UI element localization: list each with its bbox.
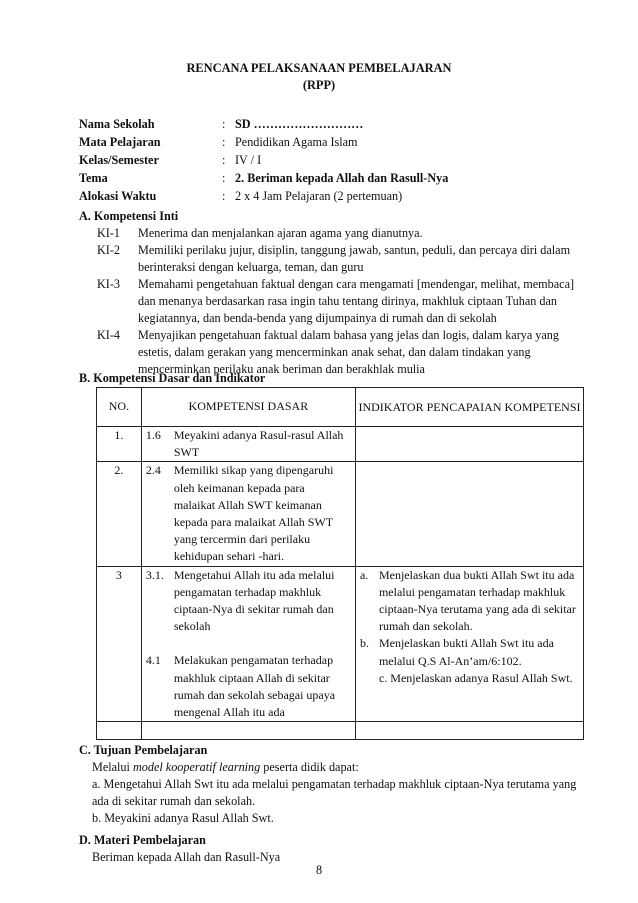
indikator-text: c. Menjelaskan adanya Rasul Allah Swt. <box>378 670 573 685</box>
indikator-entry <box>356 635 583 669</box>
kd-text: Melakukan pengamatan terhadap makhluk ciptaan Allah di sekitar rumah dan sekolah sebagai upaya mengenal Allah itu ada <box>173 653 336 720</box>
identity-label: Kelas/Semester <box>79 153 159 167</box>
identity-row <box>79 133 448 151</box>
identity-value: Pendidikan Agama Islam <box>235 135 358 149</box>
kd-text: Meyakini adanya Rasul-rasul Allah SWT <box>173 428 344 460</box>
ki-item <box>97 225 587 242</box>
document-subtitle: (RPP) <box>302 78 336 92</box>
section-b-heading: B. Kompetensi Dasar dan Indikator <box>79 371 266 385</box>
kd-number: 3.1. <box>145 567 164 582</box>
ki-text: Memahami pengetahuan faktual dengan cara mengamati [mendengar, melihat, membaca] dan menanya berdasarkan rasa ingin tahu tentang dirinya, makhluk ciptaan Tuhan dan kegiatannya, dan benda-benda yang dijumpainya di rumah dan di sekolah <box>138 277 575 325</box>
identity-block <box>79 115 448 205</box>
identity-value: SD ……………………… <box>235 117 364 131</box>
ki-item <box>97 242 587 276</box>
ki-code: KI-4 <box>97 328 121 342</box>
identity-row <box>79 151 448 169</box>
kd-cell <box>141 427 355 462</box>
kd-text: Mengetahui Allah itu ada melalui pengamatan terhadap makhluk ciptaan-Nya di sekitar rumah dan sekolah <box>173 567 335 634</box>
identity-value: IV / I <box>235 153 262 167</box>
materi-text: Beriman kepada Allah dan Rasull-Nya <box>92 850 281 864</box>
identity-row <box>79 169 448 187</box>
indikator-cell <box>355 566 583 722</box>
identity-value: 2 x 4 Jam Pelajaran (2 pertemuan) <box>235 189 403 203</box>
kd-number: 4.1 <box>145 653 161 668</box>
ki-text: Menyajikan pengetahuan faktual dalam bahasa yang jelas dan logis, dalam karya yang estetis, dalam gerakan yang mencerminkan anak sehat, dan dalam tindakan yang mencerminkan perilaku anak beriman dan berakhlak mulia <box>138 328 559 376</box>
kd-number: 1.6 <box>145 428 161 442</box>
tujuan-text: a. Mengetahui Allah Swt itu ada melalui pengamatan terhadap makhluk ciptaan-Nya terutama yang ada di sekitar rumah dan sekolah. <box>92 777 577 808</box>
tujuan-intro-post: peserta didik dapat: <box>260 760 359 774</box>
column-header-kd: KOMPETENSI DASAR <box>141 388 355 427</box>
indikator-key: a. <box>359 567 369 582</box>
identity-row <box>79 187 448 205</box>
table-row <box>97 462 584 566</box>
identity-colon: : <box>222 189 226 203</box>
identity-label: Mata Pelajaran <box>79 135 161 149</box>
identity-colon: : <box>222 171 226 185</box>
row-number <box>97 722 142 740</box>
kd-text: Memiliki sikap yang dipengaruhi oleh keimanan kepada para malaikat Allah SWT keimanan kepada para malaikat Allah SWT yang tercermin dari perilaku kehidupan sehari -hari. <box>173 463 334 564</box>
identity-label: Tema <box>79 171 108 185</box>
indikator-text: Menjelaskan dua bukti Allah Swt itu ada melalui pengamatan terhadap makhluk ciptaan-Nya terutama yang ada di sekitar rumah dan sekolah. <box>378 567 576 634</box>
identity-label: Nama Sekolah <box>79 117 155 131</box>
ki-item <box>97 276 587 327</box>
table-row <box>97 722 584 740</box>
tujuan-item <box>92 776 592 810</box>
table-row <box>97 566 584 722</box>
row-number: 3 <box>97 566 142 722</box>
tujuan-item <box>92 810 612 827</box>
identity-row <box>79 115 448 133</box>
tujuan-text: b. Meyakini adanya Rasul Allah Swt. <box>92 811 274 825</box>
identity-colon: : <box>222 153 226 167</box>
document-title: RENCANA PELAKSANAAN PEMBELAJARAN <box>186 61 452 75</box>
section-d-heading: D. Materi Pembelajaran <box>79 833 206 847</box>
ki-code: KI-2 <box>97 243 121 257</box>
kd-entry <box>142 462 355 565</box>
kompetensi-table <box>96 387 584 740</box>
column-header-indikator: INDIKATOR PENCAPAIAN KOMPETENSI <box>355 388 583 427</box>
indikator-entry <box>356 567 583 636</box>
ki-code: KI-1 <box>97 226 121 240</box>
indikator-cell <box>355 462 583 566</box>
tujuan-intro-pre: Melalui <box>92 760 133 774</box>
tujuan-intro <box>92 759 612 776</box>
table-row <box>97 427 584 462</box>
indikator-key: b. <box>359 636 369 651</box>
section-a-heading: A. Kompetensi Inti <box>79 209 179 223</box>
kd-number: 2.4 <box>145 463 161 478</box>
indikator-text: Menjelaskan bukti Allah Swt itu ada melalui Q.S Al-An’am/6:102. <box>378 636 554 668</box>
ki-code: KI-3 <box>97 277 121 291</box>
indikator-cell <box>355 427 583 462</box>
kd-entry <box>142 567 355 636</box>
identity-colon: : <box>222 117 226 131</box>
identity-value: 2. Beriman kepada Allah dan Rasull-Nya <box>235 171 449 185</box>
kd-entry <box>142 427 355 461</box>
kompetensi-inti-list <box>97 225 587 378</box>
indikator-entry <box>356 670 583 687</box>
kd-cell <box>141 722 355 740</box>
kd-cell <box>141 462 355 566</box>
identity-colon: : <box>222 135 226 149</box>
tujuan-intro-model: model kooperatif learning <box>132 760 261 774</box>
kd-cell <box>141 566 355 722</box>
page-number: 8 <box>315 863 323 877</box>
ki-text: Menerima dan menjalankan ajaran agama yang dianutnya. <box>138 226 423 240</box>
row-number: 1. <box>97 427 142 462</box>
row-number: 2. <box>97 462 142 566</box>
identity-label: Alokasi Waktu <box>79 189 157 203</box>
indikator-cell <box>355 722 583 740</box>
kd-entry <box>142 652 355 721</box>
section-c-heading: C. Tujuan Pembelajaran <box>79 743 208 757</box>
column-header-no: NO. <box>97 388 142 427</box>
table-header-row <box>97 388 584 427</box>
ki-text: Memiliki perilaku jujur, disiplin, tanggung jawab, santun, peduli, dan percaya diri dalam berinteraksi dengan keluarga, teman, dan guru <box>138 243 571 274</box>
